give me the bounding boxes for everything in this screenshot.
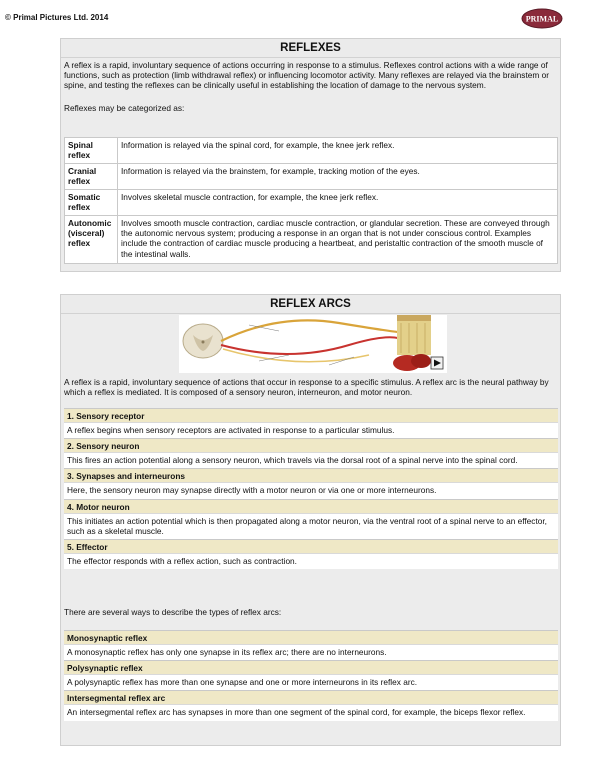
reflexes-section <box>60 38 561 272</box>
reflex-arc-steps <box>64 408 558 569</box>
copyright-text: © Primal Pictures Ltd. 2014 <box>5 13 109 22</box>
category-desc: Information is relayed via the spinal cord, for example, the knee jerk reflex. <box>118 138 558 164</box>
reflex-arcs-intro: A reflex is a rapid, involuntary sequence of actions that occur in response to a specific stimulus. A reflex arc is the neural pathway by which a reflex is mediated. It is composed of a sensory neuron, interneuron, and motor neuron. <box>64 377 549 398</box>
reflex-arc-illustration <box>179 315 447 373</box>
table-row <box>65 138 558 164</box>
category-desc: Involves smooth muscle contraction, cardiac muscle contraction, or glandular secretion. These are conveyed through the autonomic nervous system; producing a response in an organ that is not under conscious control. Examples include the contraction of cardiac muscle producing a heartbeat, and peristaltic contraction of the smooth muscle of the intestinal walls. <box>118 216 558 264</box>
category-term: Somatic reflex <box>65 190 118 216</box>
skin-tissue-illustration <box>397 315 431 355</box>
reflex-arc-types <box>64 630 558 721</box>
spinal-cord-illustration <box>183 324 223 358</box>
category-term: Cranial reflex <box>65 164 118 190</box>
reflex-categories-table <box>64 137 558 264</box>
step-heading: 2. Sensory neuron <box>64 438 558 452</box>
reflexes-title: REFLEXES <box>61 39 560 58</box>
step-heading: 4. Motor neuron <box>64 499 558 513</box>
step-heading: 1. Sensory receptor <box>64 408 558 422</box>
step-description: A reflex begins when sensory receptors are activated in response to a particular stimulus. <box>64 422 558 438</box>
type-description: An intersegmental reflex arc has synapses in more than one segment of the spinal cord, for example, the biceps flexor reflex. <box>64 704 558 720</box>
table-row <box>65 164 558 190</box>
step-description: Here, the sensory neuron may synapse directly with a motor neuron or via one or more interneurons. <box>64 482 558 498</box>
step-description: This fires an action potential along a sensory neuron, which travels via the dorsal root of a spinal nerve into the spinal cord. <box>64 452 558 468</box>
category-term: Spinal reflex <box>65 138 118 164</box>
step-heading: 5. Effector <box>64 539 558 553</box>
logo-text: PRIMAL <box>525 14 559 24</box>
step-heading: 3. Synapses and interneurons <box>64 468 558 482</box>
reflexes-intro: A reflex is a rapid, involuntary sequence of actions occurring in response to a stimulus. Reflexes control actions with a wide range of functions, such as protection (limb withdrawal reflex) or influencing locomotor activity. Many reflexes are relayed via the brainstem or spine, and testing the reflexes can be clinically useful in establishing the location of damage to the nervous system. <box>64 60 549 91</box>
play-animation-icon[interactable] <box>431 357 443 369</box>
reflex-arcs-section <box>60 294 561 746</box>
type-description: A polysynaptic reflex has more than one synapse and one or more interneurons in its reflex arc. <box>64 674 558 690</box>
type-heading: Monosynaptic reflex <box>64 630 558 644</box>
category-desc: Involves skeletal muscle contraction, for example, the knee jerk reflex. <box>118 190 558 216</box>
reflex-arcs-title: REFLEX ARCS <box>61 295 560 314</box>
category-term: Autonomic (visceral) reflex <box>65 216 118 264</box>
table-row <box>65 216 558 264</box>
type-heading: Intersegmental reflex arc <box>64 690 558 704</box>
step-description: The effector responds with a reflex action, such as contraction. <box>64 553 558 569</box>
primal-logo <box>521 8 563 29</box>
categorized-line: Reflexes may be categorized as: <box>64 102 185 113</box>
step-description: This initiates an action potential which is then propagated along a motor neuron, via the ventral root of a spinal nerve to an effector, such as a skeletal muscle. <box>64 513 558 539</box>
type-heading: Polysynaptic reflex <box>64 660 558 674</box>
table-row <box>65 190 558 216</box>
types-line: There are several ways to describe the types of reflex arcs: <box>64 607 282 617</box>
type-description: A monosynaptic reflex has only one synapse in its reflex arc; there are no interneurons. <box>64 644 558 660</box>
category-desc: Information is relayed via the brainstem, for example, tracking motion of the eyes. <box>118 164 558 190</box>
